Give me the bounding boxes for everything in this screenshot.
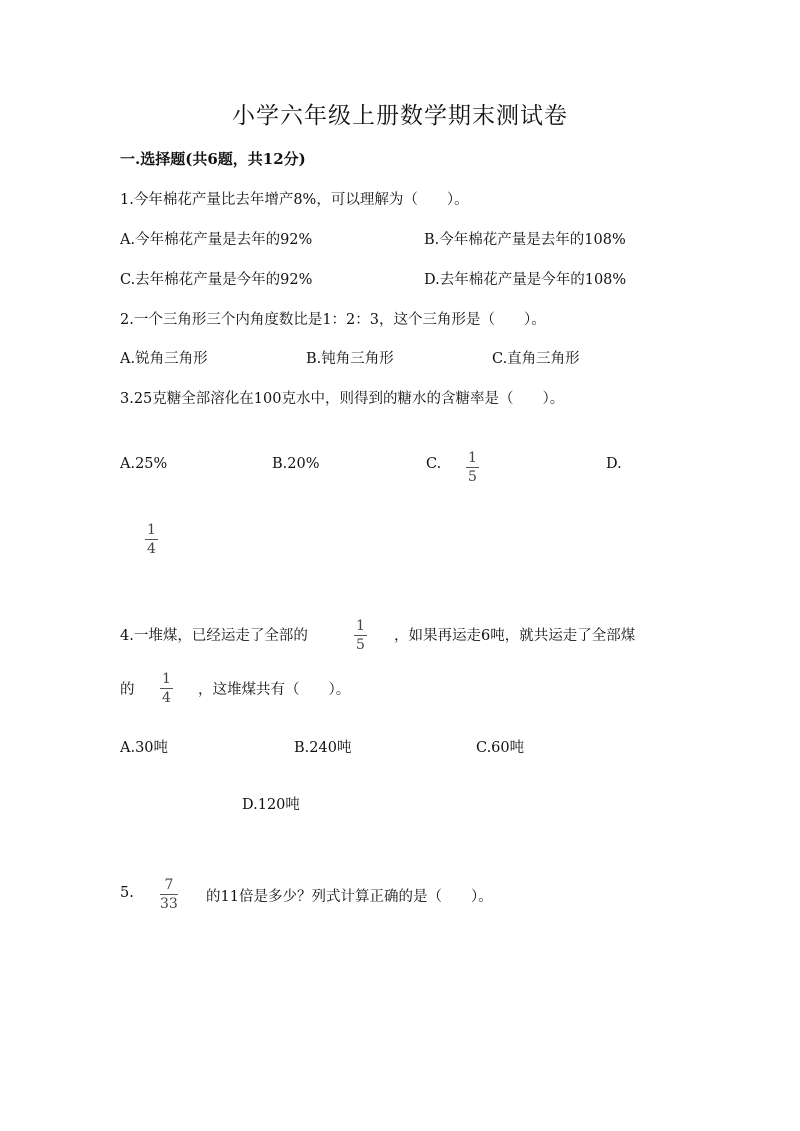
fraction-denominator: 5 [356,637,365,653]
question-3-fraction-c [466,451,479,484]
fraction-numerator: 1 [162,671,171,687]
fraction-numerator: 1 [147,522,156,538]
fraction-numerator: 1 [468,450,477,466]
question-2-option-b[interactable]: B.钝角三角形 [306,351,394,367]
fraction-numerator: 7 [164,877,174,893]
section-heading: 一.选择题(共6题，共12分) [120,150,306,168]
question-3-option-d[interactable]: D. [606,456,622,472]
question-1-stem: 1.今年棉花产量比去年增产8%，可以理解为（ ）。 [120,192,469,208]
question-3-option-c[interactable]: C. [426,456,442,472]
question-2-option-a[interactable]: A.锐角三角形 [120,351,208,367]
question-3-option-b[interactable]: B.20% [272,456,320,472]
question-1-option-d[interactable]: D.去年棉花产量是今年的108% [424,272,627,288]
question-3-stem: 3.25克糖全部溶化在100克水中，则得到的糖水的含糖率是（ ）。 [120,391,565,407]
question-4-stem-part2: ，如果再运走6吨，就共运走了全部煤 [394,628,636,644]
page-title: 小学六年级上册数学期末测试卷 [232,103,568,129]
question-1-option-c[interactable]: C.去年棉花产量是今年的92% [120,272,313,288]
fraction-denominator: 33 [160,896,178,912]
question-1-option-a[interactable]: A.今年棉花产量是去年的92% [120,232,313,248]
question-4-stem-part3: 的 [120,682,135,698]
fraction-denominator: 4 [162,690,171,706]
fraction-denominator: 5 [468,469,477,485]
question-4-option-c[interactable]: C.60吨 [476,740,525,756]
fraction-denominator: 4 [147,541,156,557]
question-5-stem: 的11倍是多少？列式计算正确的是（ ）。 [206,889,493,905]
question-3-option-a[interactable]: A.25% [120,456,168,472]
question-3-fraction-d [145,523,158,556]
question-4-option-d[interactable]: D.120吨 [242,797,300,813]
question-1-option-b[interactable]: B.今年棉花产量是去年的108% [424,232,626,248]
question-4-fraction-1 [354,619,367,652]
question-4-fraction-2 [160,672,173,705]
question-4-option-b[interactable]: B.240吨 [294,740,352,756]
question-4-option-a[interactable]: A.30吨 [120,740,169,756]
fraction-numerator: 1 [356,618,365,634]
question-5-number: 5. [120,885,134,901]
question-4-stem-part4: ，这堆煤共有（ ）。 [198,682,351,698]
question-2-option-c[interactable]: C.直角三角形 [492,351,580,367]
question-4-stem-part1: 4.一堆煤，已经运走了全部的 [120,628,308,644]
question-5-fraction [160,878,178,911]
question-2-stem: 2.一个三角形三个内角度数比是1：2：3，这个三角形是（ ）。 [120,312,546,328]
